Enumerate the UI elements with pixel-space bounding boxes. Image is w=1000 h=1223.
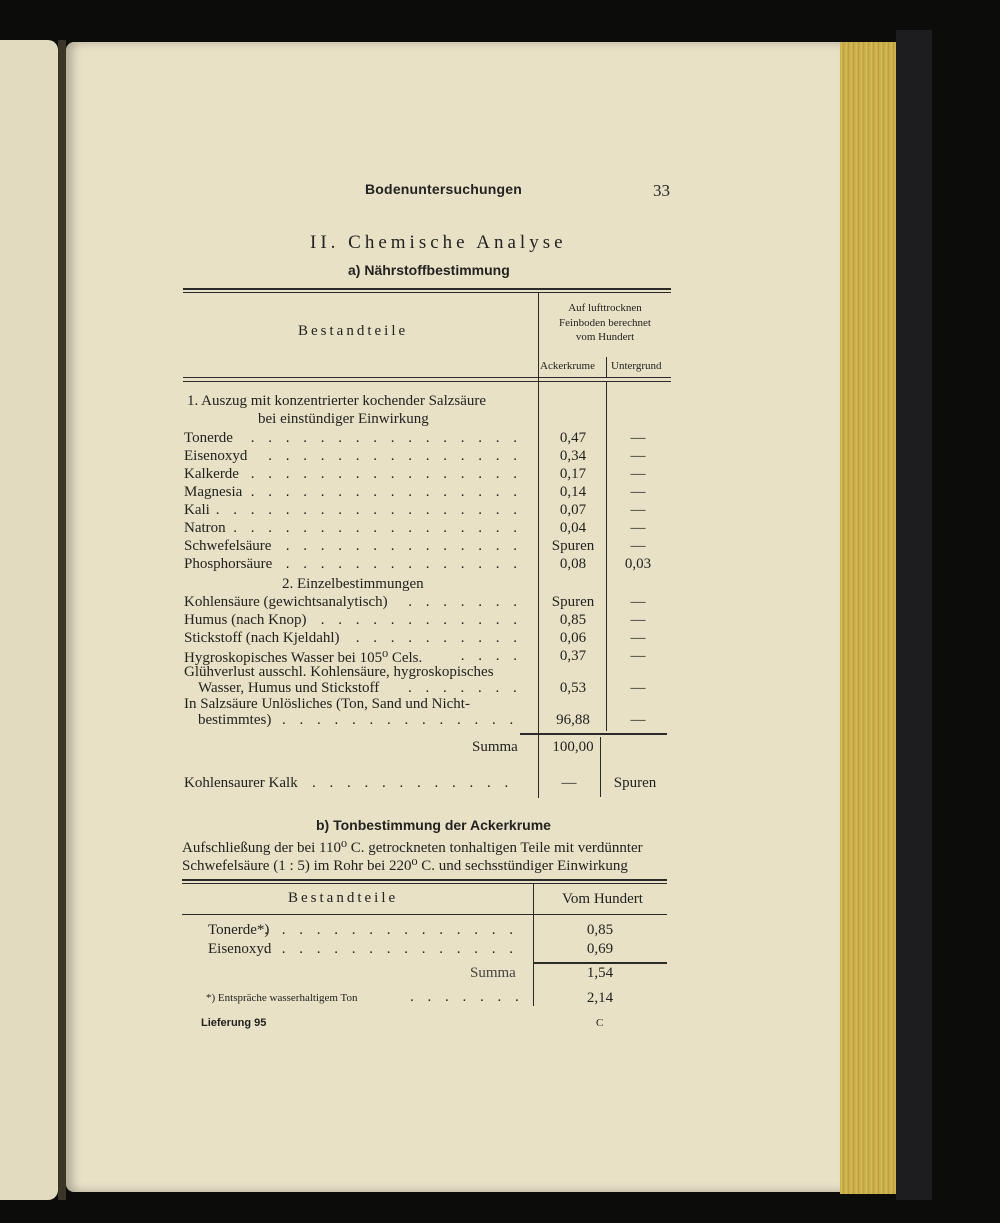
book-cover	[896, 30, 932, 1200]
unit-header-line-3: vom Hundert	[575, 331, 635, 343]
table-a-row-unter: —	[630, 594, 646, 610]
table-a-row-name: Kali	[184, 502, 210, 518]
table-a-row-dots: . . . . . . . . . . . . . . . .	[250, 466, 522, 482]
table-a-top-rule-thin	[183, 292, 671, 293]
table-a-top-rule	[183, 288, 671, 290]
unit-header-line-2: Feinboden berechnet	[559, 317, 651, 329]
page-number: 33	[653, 181, 670, 200]
table-b-row-dots: . . . . . . . . . . . . . . .	[264, 941, 518, 957]
table-a-row-unter: —	[630, 502, 646, 518]
table-a-row-acker: 0,07	[559, 502, 587, 518]
group1-title-line-1: 1. Auszug mit konzentrierter kochender Salzsäure	[187, 393, 487, 409]
kalk-dots: . . . . . . . . . . . .	[312, 775, 514, 791]
table-b-top-rule-thin	[182, 883, 667, 884]
table-a-row-name: Kalkerde	[184, 466, 239, 482]
gluehverlust-acker: 0,53	[559, 680, 587, 696]
table-a-subcol-divider-head	[606, 357, 607, 377]
table-a-row-acker: 0,17	[559, 466, 587, 482]
table-a-col-header: Bestandteile	[298, 323, 409, 339]
table-a-row-acker: 0,08	[559, 556, 587, 572]
gluehverlust-line-2: Wasser, Humus und Stickstoff	[198, 680, 380, 696]
table-a-row-name: Kohlensäure (gewichtsanalytisch)	[184, 594, 388, 610]
table-a-row-dots: . . . . . . . . . . . . . . . .	[250, 430, 522, 446]
table-a-row-dots: . . . . . . . . . . . . . . . .	[250, 484, 522, 500]
table-b-col-header: Bestandteile	[288, 890, 399, 906]
table-a-row-acker: 0,06	[559, 630, 587, 646]
table-a-row-acker: Spuren	[551, 594, 595, 610]
table-a-header-rule-2	[183, 381, 671, 382]
table-a-row-unter: —	[630, 538, 646, 554]
part-a-title: a) Nährstoffbestimmung	[348, 262, 510, 278]
col-ackerkrume: Ackerkrume	[540, 360, 595, 372]
group1-title-line-2: bei einstündiger Einwirkung	[258, 411, 429, 427]
table-a-row-name: Eisenoxyd	[184, 448, 248, 464]
table-a-row-dots: . . . . . . . . . . . . . .	[285, 556, 522, 572]
part-b-intro-line-1: Aufschließung der bei 110⁰ C. getrockneten tonhaltigen Teile mit verdünnter	[182, 840, 643, 856]
left-page-edge	[0, 40, 58, 1200]
unloeslich-dots: . . . . . . . . . . . . . .	[282, 712, 519, 728]
part-b-intro-line-2: Schwefelsäure (1 : 5) im Rohr bei 220⁰ C. und sechsstündiger Einwirkung	[182, 858, 628, 874]
table-a-row-unter: —	[630, 648, 646, 664]
summa-value: 100,00	[552, 739, 594, 755]
footnote: *) Entspräche wasserhaltigem Ton	[206, 992, 358, 1004]
gluehverlust-unter: —	[630, 680, 646, 696]
table-a-row-unter: —	[630, 466, 646, 482]
table-a-row-name: Hygroskopisches Wasser bei 105⁰ Cels.	[184, 650, 423, 666]
table-a-row-dots: . . . .	[460, 648, 522, 664]
table-a-row-unter: —	[630, 430, 646, 446]
table-a-row-dots: . . . . . . . . . . . .	[320, 612, 522, 628]
table-b-row-name: Tonerde*)	[208, 922, 270, 938]
table-b-col-value: Vom Hundert	[562, 891, 643, 907]
table-a-row-dots: . . . . . . . . . . . . . . .	[268, 448, 522, 464]
summa-rule	[520, 733, 667, 735]
kalk-label: Kohlensaurer Kalk	[184, 775, 298, 791]
unit-header-line-1: Auf lufttrocknen	[568, 302, 642, 314]
table-a-row-acker: 0,85	[559, 612, 587, 628]
footnote-dots: . . . . . . .	[410, 989, 524, 1005]
kalk-acker: —	[561, 775, 577, 791]
summa-label: Summa	[472, 739, 518, 755]
running-title: Bodenuntersuchungen	[365, 181, 523, 197]
table-b-top-rule	[182, 879, 667, 881]
table-a-row-name: Magnesia	[184, 484, 243, 500]
table-a-row-name: Natron	[184, 520, 226, 536]
table-a-row-name: Humus (nach Knop)	[184, 612, 307, 628]
table-a-row-name: Phosphorsäure	[184, 556, 273, 572]
table-a-row-acker: 0,34	[559, 448, 587, 464]
table-a-row-unter: —	[630, 612, 646, 628]
unloeslich-line-1: In Salzsäure Unlösliches (Ton, Sand und Nicht-	[184, 696, 470, 712]
kalk-unter: Spuren	[613, 775, 657, 791]
unloeslich-acker: 96,88	[556, 712, 590, 728]
table-a-row-acker: 0,14	[559, 484, 587, 500]
table-b-summa-value: 1,54	[586, 965, 614, 981]
gluehverlust-dots: . . . . . . .	[408, 680, 522, 696]
table-a-row-dots: . . . . . . . . . .	[355, 630, 522, 646]
table-a-row-acker: 0,37	[559, 648, 587, 664]
table-a-row-dots: . . . . . . . . . . . . . . . . .	[233, 520, 522, 536]
table-b-col-divider	[533, 883, 534, 1006]
section-title: II. Chemische Analyse	[310, 232, 567, 253]
footnote-value: 2,14	[586, 990, 614, 1006]
table-a-row-acker: Spuren	[551, 538, 595, 554]
unloeslich-unter: —	[630, 712, 646, 728]
table-a-col-divider	[538, 292, 539, 798]
table-a-row-name: Stickstoff (nach Kjeldahl)	[184, 630, 340, 646]
group2-title: 2. Einzelbestimmungen	[282, 576, 424, 592]
gluehverlust-line-1: Glühverlust ausschl. Kohlensäure, hygroskopisches	[184, 664, 494, 680]
table-b-row-dots: . . . . . . . . . . . . . . .	[264, 922, 518, 938]
table-b-row-name: Eisenoxyd	[208, 941, 272, 957]
page-edges	[840, 42, 898, 1194]
table-b-summa-label: Summa	[470, 965, 516, 981]
table-b-row-value: 0,69	[586, 941, 614, 957]
part-b-title: b) Tonbestimmung der Ackerkrume	[316, 817, 551, 833]
table-a-row-name: Tonerde	[184, 430, 233, 446]
table-a-row-dots: . . . . . . . . . . . . . . . . . .	[215, 502, 522, 518]
table-a-row-name: Schwefelsäure	[184, 538, 272, 554]
signature-mark: C	[596, 1017, 604, 1029]
table-a-row-unter: 0,03	[624, 556, 652, 572]
table-a-row-unter: —	[630, 448, 646, 464]
book-gutter	[58, 40, 66, 1200]
table-b-summa-rule	[533, 962, 667, 964]
col-untergrund: Untergrund	[611, 360, 662, 372]
table-a-row-unter: —	[630, 520, 646, 536]
table-b-row-value: 0,85	[586, 922, 614, 938]
table-a-row-dots: . . . . . . .	[408, 594, 522, 610]
unloeslich-line-2: bestimmtes)	[198, 712, 272, 728]
delivery-note: Lieferung 95	[201, 1017, 267, 1029]
table-a-row-acker: 0,04	[559, 520, 587, 536]
table-a-row-unter: —	[630, 484, 646, 500]
table-a-row-dots: . . . . . . . . . . . . . .	[285, 538, 522, 554]
table-b-header-rule	[182, 914, 667, 915]
table-a-row-acker: 0,47	[559, 430, 587, 446]
table-a-row-unter: —	[630, 630, 646, 646]
table-a-header-rule	[183, 377, 671, 378]
